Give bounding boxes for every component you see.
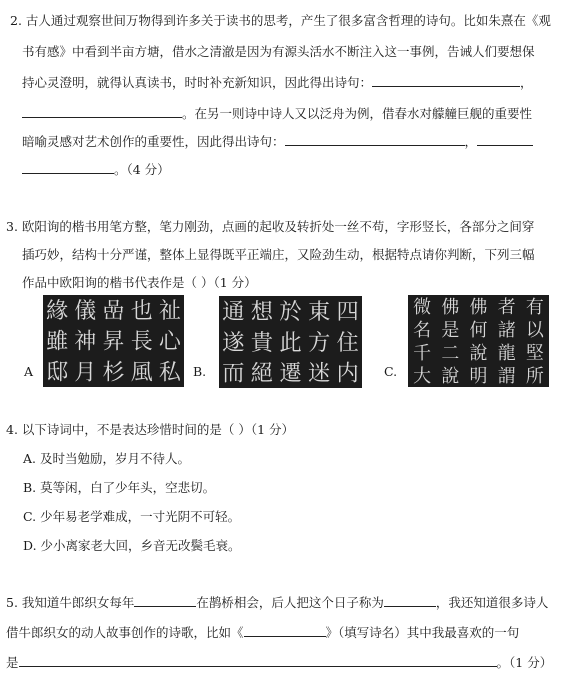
- calligraphy-b-char: 此: [279, 329, 302, 356]
- calligraphy-b-char: 方: [307, 329, 331, 356]
- q2-blank-3[interactable]: [285, 133, 465, 146]
- calligraphy-a-char: 心: [158, 329, 181, 355]
- calligraphy-c-char: 諸: [497, 319, 516, 341]
- q2-line-3: [22, 74, 533, 91]
- calligraphy-b-char: 住: [336, 329, 359, 356]
- calligraphy-a-char: 風: [130, 360, 153, 386]
- calligraphy-c-char: 以: [525, 319, 544, 341]
- calligraphy-b-char: 通: [222, 299, 245, 326]
- q5-blank-2[interactable]: [384, 594, 436, 607]
- q2-blank-1[interactable]: [372, 74, 520, 87]
- calligraphy-a-char: 長: [130, 329, 153, 355]
- calligraphy-a-char: 也: [130, 299, 153, 325]
- q5-line-1-text-c: ，我还知道很多诗人: [435, 595, 549, 610]
- calligraphy-c-char: 是: [441, 319, 460, 341]
- q5-line-1-text-a: 5. 我知道牛郎织女每年: [6, 595, 135, 610]
- q5-line-1: [6, 594, 548, 611]
- calligraphy-b-char: 遷: [279, 360, 302, 387]
- q5-line-2: [6, 624, 519, 641]
- q5-line-3: [6, 654, 552, 671]
- calligraphy-c-char: 佛: [469, 296, 488, 318]
- calligraphy-a-char: 杉: [102, 360, 125, 386]
- calligraphy-image-c[interactable]: [408, 295, 549, 387]
- calligraphy-c-char: 說: [469, 342, 488, 364]
- calligraphy-c-char: 大: [413, 365, 432, 387]
- calligraphy-c-char: 有: [525, 296, 544, 318]
- q2-line-6: [22, 161, 170, 178]
- calligraphy-c-char: 堅: [525, 342, 544, 364]
- calligraphy-a-char: 嵒: [102, 299, 125, 325]
- calligraphy-c-char: 佛: [441, 296, 460, 318]
- q2-blank-4[interactable]: [477, 133, 533, 146]
- q4-option-b[interactable]: B. 莫等闲，白了少年头，空悲切。: [23, 480, 216, 495]
- q2-comma-2: ，: [464, 134, 478, 149]
- q2-line-3-text: 持心灵澄明，就得认真读书，时时补充新知识，因此得出诗句：: [22, 75, 373, 90]
- calligraphy-c-char: 者: [497, 296, 516, 318]
- q4-option-c[interactable]: C. 少年易老学难成，一寸光阴不可轻。: [23, 509, 241, 524]
- q2-line-5-text: 暗喻灵感对艺术创作的重要性，因此得出诗句：: [22, 134, 285, 149]
- calligraphy-c-char: 何: [469, 319, 488, 341]
- q5-line-2-text-a: 借牛郎织女的动人故事创作的诗歌，比如《: [6, 625, 244, 640]
- calligraphy-a-char: 儀: [74, 299, 97, 325]
- option-c-label[interactable]: C.: [384, 364, 398, 379]
- q2-line-5: [22, 133, 533, 150]
- calligraphy-b-char: 四: [336, 299, 359, 326]
- calligraphy-b-char: 内: [336, 360, 359, 387]
- calligraphy-image-b[interactable]: [219, 296, 362, 388]
- calligraphy-b-char: 想: [250, 299, 274, 326]
- calligraphy-c-canvas: [408, 295, 549, 387]
- option-a-label[interactable]: A: [24, 364, 34, 379]
- q2-line-4-text: 。在另一则诗中诗人又以泛舟为例，借春水对艨艟巨舰的重要性: [182, 106, 533, 121]
- calligraphy-b-canvas: [219, 296, 362, 388]
- calligraphy-a-char: 祉: [158, 299, 181, 325]
- q2-score: 。（4 分）: [114, 162, 170, 177]
- calligraphy-b-char: 遂: [222, 329, 245, 356]
- calligraphy-b-char: 東: [307, 299, 331, 326]
- calligraphy-a-char: 神: [74, 329, 97, 355]
- q3-line-1: 3. 欧阳询的楷书用笔方整，笔力刚劲，点画的起收及转折处一丝不苟，字形竖长，各部分之间穿: [6, 219, 535, 234]
- calligraphy-c-char: 龍: [497, 342, 516, 364]
- calligraphy-a-char: 私: [158, 360, 181, 386]
- option-b-label[interactable]: B.: [193, 364, 207, 379]
- q2-comma-1: ，: [520, 75, 533, 90]
- q2-blank-2[interactable]: [22, 105, 182, 118]
- calligraphy-a-canvas: [43, 295, 184, 387]
- calligraphy-c-char: 所: [525, 365, 544, 387]
- calligraphy-b-char: 於: [279, 299, 302, 326]
- calligraphy-a-char: 昇: [102, 329, 125, 355]
- q5-line-2-text-b: 》（填写诗名）其中我最喜欢的一句: [325, 625, 520, 640]
- calligraphy-a-char: 月: [74, 360, 97, 386]
- calligraphy-a-char: 邸: [46, 360, 69, 386]
- q5-blank-1[interactable]: [134, 594, 196, 607]
- calligraphy-a-char: 緣: [46, 299, 69, 325]
- calligraphy-b-char: 絕: [250, 360, 274, 387]
- q4-stem: 4. 以下诗词中，不是表达珍惜时间的是（ ）（1 分）: [6, 422, 295, 437]
- q2-line-4: [22, 105, 532, 122]
- q5-blank-4[interactable]: [19, 654, 497, 667]
- q5-score: 。（1 分）: [496, 655, 553, 670]
- calligraphy-c-char: 謂: [497, 365, 516, 387]
- q2-line-2: 书有感》中看到半亩方塘，借水之清澈是因为有源头活水不断注入这一事例，告诫人们要想保: [22, 44, 535, 59]
- calligraphy-image-a[interactable]: [43, 295, 184, 387]
- q3-line-3: 作品中欧阳询的楷书代表作是（ ）（1 分）: [22, 275, 257, 290]
- q4-option-d[interactable]: D. 少小离家老大回，乡音无改鬓毛衰。: [23, 538, 241, 553]
- q2-line-1: 2. 古人通过观察世间万物得到许多关于读书的思考，产生了很多富含哲理的诗句。比如朱熹在《观: [10, 13, 551, 28]
- q4-option-a[interactable]: A. 及时当勉励，岁月不待人。: [23, 451, 190, 466]
- q5-blank-3[interactable]: [244, 624, 326, 637]
- calligraphy-b-char: 迷: [307, 360, 331, 387]
- calligraphy-b-char: 而: [222, 360, 245, 387]
- calligraphy-c-char: 千: [413, 342, 432, 364]
- q2-blank-5[interactable]: [22, 161, 114, 174]
- q5-line-3-text-a: 是: [6, 655, 19, 670]
- calligraphy-c-char: 微: [413, 296, 432, 318]
- calligraphy-b-char: 貴: [250, 329, 274, 356]
- calligraphy-c-char: 說: [441, 365, 460, 387]
- calligraphy-c-char: 名: [413, 319, 432, 341]
- calligraphy-c-char: 明: [469, 365, 488, 387]
- calligraphy-c-char: 二: [441, 342, 460, 364]
- q3-line-2: 插巧妙，结构十分严谨，整体上显得既平正端庄，又险劲生动，根据特点请你判断，下列三幅: [22, 247, 535, 262]
- q5-line-1-text-b: 在鹊桥相会，后人把这个日子称为: [196, 595, 384, 610]
- calligraphy-a-char: 雖: [46, 329, 69, 355]
